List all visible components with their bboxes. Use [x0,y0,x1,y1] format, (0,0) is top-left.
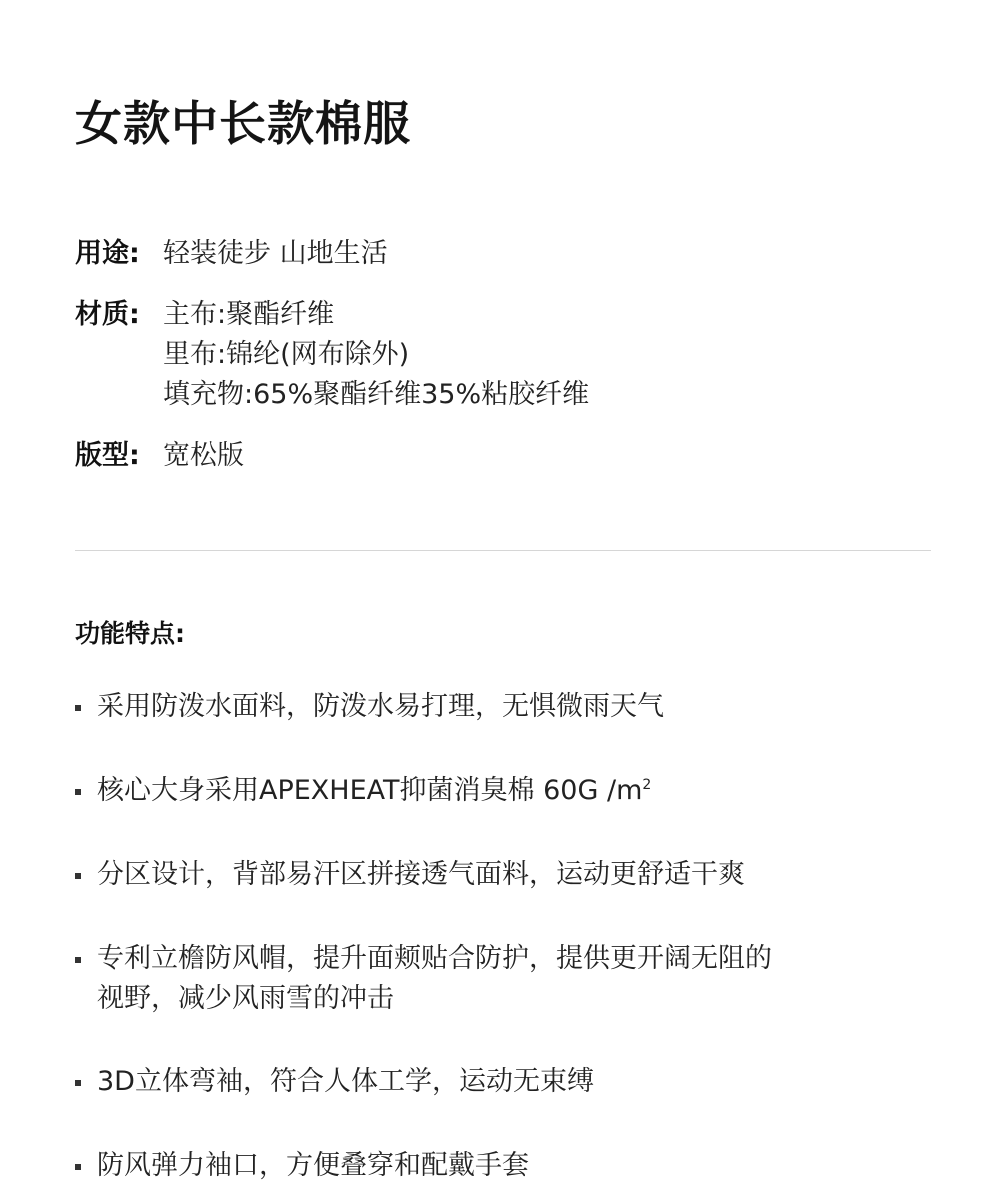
spec-usage [75,234,935,274]
section-divider [75,550,931,551]
feature-text: 分区设计，背部易汗区拼接透气面料，运动更舒适干爽 [97,859,745,890]
spec-usage-label: 用途: [75,238,140,269]
feature-text: 采用防泼水面料，防泼水易打理，无惧微雨天气 [97,691,664,722]
square-bullet-icon [75,1146,97,1186]
feature-text-line-1: 专利立檐防风帽，提升面颊贴合防护，提供更开阔无阻的 [97,943,772,974]
spec-material-value-lining: 里布:锦纶(网布除外) [163,339,410,370]
spec-material-label: 材质: [75,299,140,330]
feature-text [97,771,651,811]
spec-usage-value: 轻装徒步 山地生活 [163,238,388,269]
feature-text-line-2: 视野，减少风雨雪的冲击 [97,983,394,1014]
page-title: 女款中长款棉服 [75,97,411,152]
spec-material [75,295,935,415]
square-bullet-icon [75,687,97,727]
spec-fit [75,436,935,476]
spec-material-value-filling: 填充物:65%聚酯纤维35%粘胶纤维 [163,379,590,410]
spec-fit-label: 版型: [75,440,140,471]
feature-item-apexheat [75,771,935,811]
feature-item-zoned-design [75,855,935,895]
feature-text-main: 核心大身采用APEXHEAT抑菌消臭棉 60G /m [97,775,643,806]
feature-item-cuffs [75,1146,935,1186]
square-bullet-icon [75,1062,97,1102]
feature-superscript: 2 [642,777,652,793]
spec-material-value-main: 主布:聚酯纤维 [163,299,335,330]
feature-text: 3D立体弯袖，符合人体工学，运动无束缚 [97,1066,594,1097]
feature-item-3d-sleeve [75,1062,935,1102]
feature-item-water-repellent [75,687,935,727]
square-bullet-icon [75,855,97,895]
square-bullet-icon [75,771,97,811]
feature-text: 防风弹力袖口，方便叠穿和配戴手套 [97,1150,529,1181]
spec-fit-value: 宽松版 [163,440,244,471]
square-bullet-icon [75,939,97,979]
features-title: 功能特点: [75,619,185,648]
feature-item-hood [75,939,935,1019]
